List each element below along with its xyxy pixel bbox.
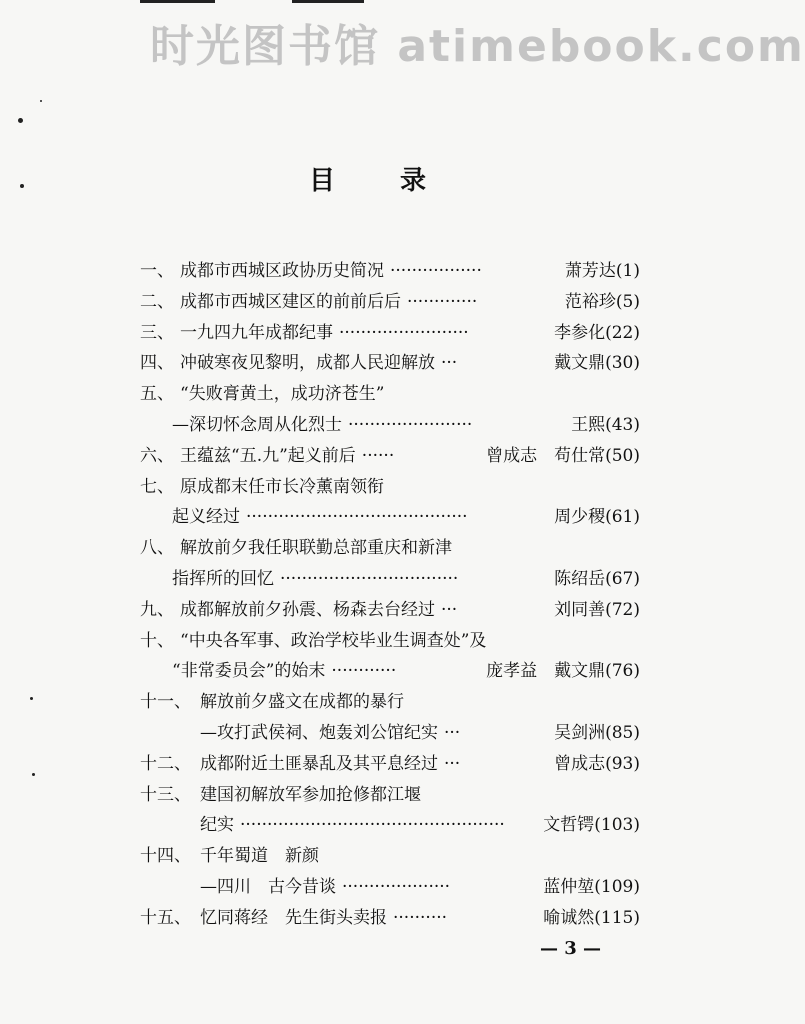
toc-entry xyxy=(140,782,640,808)
entry-author-page: 周少稷(61) xyxy=(554,507,640,528)
entry-leader-dots: ··· xyxy=(444,753,461,774)
toc-entry xyxy=(140,843,640,869)
entry-line xyxy=(200,874,640,900)
toc-entry xyxy=(140,905,640,931)
scan-speck xyxy=(30,697,33,700)
scan-speck xyxy=(32,773,35,776)
entry-author-page: 萧芳达(1) xyxy=(564,261,640,281)
entry-number: 八、 xyxy=(140,538,174,559)
toc-entry xyxy=(140,597,640,623)
scan-speck xyxy=(18,118,23,123)
entry-leader-dots: ························ xyxy=(339,322,469,343)
toc-entry xyxy=(140,443,640,469)
entry-leader-dots: ············ xyxy=(331,661,397,682)
entry-line xyxy=(180,597,640,623)
toc-entry xyxy=(140,628,640,654)
entry-line xyxy=(200,689,404,715)
entry-title: “中央各军事、政治学校毕业生调查处”及 xyxy=(180,630,487,651)
watermark: 时光图书馆 atimebook.com xyxy=(150,21,805,72)
entry-author-page: 吴剑洲(85) xyxy=(554,723,640,743)
entry-leader-dots: ················· xyxy=(390,261,482,281)
entry-line xyxy=(180,474,384,500)
entry-leader-dots: ·········· xyxy=(393,907,448,928)
entry-line xyxy=(200,751,640,777)
entry-author-page: 李参化(22) xyxy=(554,322,640,343)
entry-line xyxy=(180,443,640,469)
entry-number: 十三、 xyxy=(140,784,191,805)
toc-entry xyxy=(140,566,640,592)
entry-line xyxy=(180,258,640,284)
toc-entry xyxy=(140,289,640,315)
toc-entry xyxy=(140,751,640,777)
entry-number: 二、 xyxy=(140,291,174,312)
entry-line xyxy=(180,381,384,407)
toc-entry xyxy=(140,535,640,561)
entry-author-page: 庞孝益 戴文鼎(76) xyxy=(486,661,640,682)
entry-title: 纪实 xyxy=(200,815,234,836)
entry-title: 一九四九年成都纪事 xyxy=(180,322,333,343)
entry-leader-dots: ······················· xyxy=(348,415,473,435)
toc-entry xyxy=(140,350,640,376)
entry-leader-dots: ······ xyxy=(361,445,395,466)
entry-title: 千年蜀道 新颜 xyxy=(200,846,319,867)
entry-title: 解放前夕盛文在成都的暴行 xyxy=(200,692,404,713)
entry-number: 十五、 xyxy=(140,907,191,928)
entry-title: 冲破寒夜见黎明，成都人民迎解放 xyxy=(180,353,435,374)
entry-author-page: 喻诚然(115) xyxy=(543,907,640,928)
entry-number: 三、 xyxy=(140,322,174,343)
toc-entry xyxy=(140,504,640,530)
entry-title: 成都解放前夕孙震、杨森去台经过 xyxy=(180,599,435,620)
entry-title: 王蕴兹“五.九”起义前后 xyxy=(180,445,356,466)
entry-title: 解放前夕我任职联勤总部重庆和新津 xyxy=(180,538,452,559)
entry-line xyxy=(200,812,640,838)
entry-line xyxy=(180,350,640,376)
entry-leader-dots: ··· xyxy=(444,723,461,743)
entry-title: 起义经过 xyxy=(172,507,240,528)
scan-edge-line xyxy=(140,0,215,3)
entry-title: 建国初解放军参加抢修都江堰 xyxy=(200,784,421,805)
entry-author-page: 刘同善(72) xyxy=(554,599,640,620)
entry-leader-dots: ········································· xyxy=(246,507,468,528)
entry-title: —攻打武侯祠、炮轰刘公馆纪实 xyxy=(200,723,438,743)
entry-number: 十四、 xyxy=(140,846,191,867)
entry-title: —四川 古今昔谈 xyxy=(200,877,336,897)
entry-line xyxy=(200,905,640,931)
entry-author-page: 文哲锷(103) xyxy=(543,815,640,836)
entry-leader-dots: ··· xyxy=(441,353,458,374)
entry-author-page: 蓝仲堃(109) xyxy=(543,877,640,897)
page-title: 目 录 xyxy=(308,166,455,196)
entry-leader-dots: ···················· xyxy=(342,877,451,897)
page-number: — 3 — xyxy=(540,938,602,959)
scan-speck xyxy=(40,100,42,102)
entry-author-page: 曾成志 苟仕常(50) xyxy=(486,445,640,466)
entry-number: 一、 xyxy=(140,261,174,281)
entry-line xyxy=(180,289,640,315)
entry-title: 成都市西城区建区的前前后后 xyxy=(180,291,401,312)
entry-line xyxy=(200,782,421,808)
entry-author-page: 陈绍岳(67) xyxy=(554,569,640,589)
entry-title: 成都附近土匪暴乱及其平息经过 xyxy=(200,753,438,774)
toc-entry xyxy=(140,874,640,900)
entry-author-page: 王熙(43) xyxy=(571,415,640,435)
toc-entry xyxy=(140,258,640,284)
entry-title: 指挥所的回忆 xyxy=(172,569,274,589)
entry-title: 忆同蒋经 先生街头卖报 xyxy=(200,907,387,928)
entry-leader-dots: ································· xyxy=(280,569,459,589)
entry-number: 四、 xyxy=(140,353,174,374)
entry-leader-dots: ················································· xyxy=(240,815,505,836)
toc-entry xyxy=(140,689,640,715)
entry-line xyxy=(172,658,640,684)
toc-entry xyxy=(140,320,640,346)
toc-entry xyxy=(140,412,640,438)
entry-line xyxy=(200,720,640,746)
toc-entry xyxy=(140,474,640,500)
entry-line xyxy=(180,535,452,561)
entry-number: 七、 xyxy=(140,476,174,497)
entry-leader-dots: ············· xyxy=(407,291,478,312)
entry-line xyxy=(180,320,640,346)
entry-author-page: 曾成志(93) xyxy=(554,753,640,774)
toc-entry xyxy=(140,720,640,746)
entry-number: 十、 xyxy=(140,630,174,651)
entry-number: 九、 xyxy=(140,599,174,620)
entry-number: 十二、 xyxy=(140,753,191,774)
entry-line xyxy=(172,504,640,530)
toc-entry xyxy=(140,381,640,407)
entry-title: 原成都末任市长冷薰南领衔 xyxy=(180,476,384,497)
scan-edge-line xyxy=(292,0,364,3)
entry-title: “失败膏黄土，成功济苍生” xyxy=(180,384,385,405)
entry-author-page: 戴文鼎(30) xyxy=(554,353,640,374)
entry-leader-dots: ··· xyxy=(441,599,458,620)
entry-author-page: 范裕珍(5) xyxy=(564,291,640,312)
entry-line xyxy=(172,412,640,438)
entry-number: 六、 xyxy=(140,445,174,466)
toc-entry xyxy=(140,658,640,684)
toc-entry xyxy=(140,812,640,838)
entry-line xyxy=(180,628,486,654)
entry-line xyxy=(172,566,640,592)
entry-line xyxy=(200,843,319,869)
entry-number: 十一、 xyxy=(140,692,191,713)
entry-title: “非常委员会”的始末 xyxy=(172,661,326,682)
entry-number: 五、 xyxy=(140,384,174,405)
entry-title: —深切怀念周从化烈士 xyxy=(172,415,342,435)
entry-title: 成都市西城区政协历史简况 xyxy=(180,261,384,281)
